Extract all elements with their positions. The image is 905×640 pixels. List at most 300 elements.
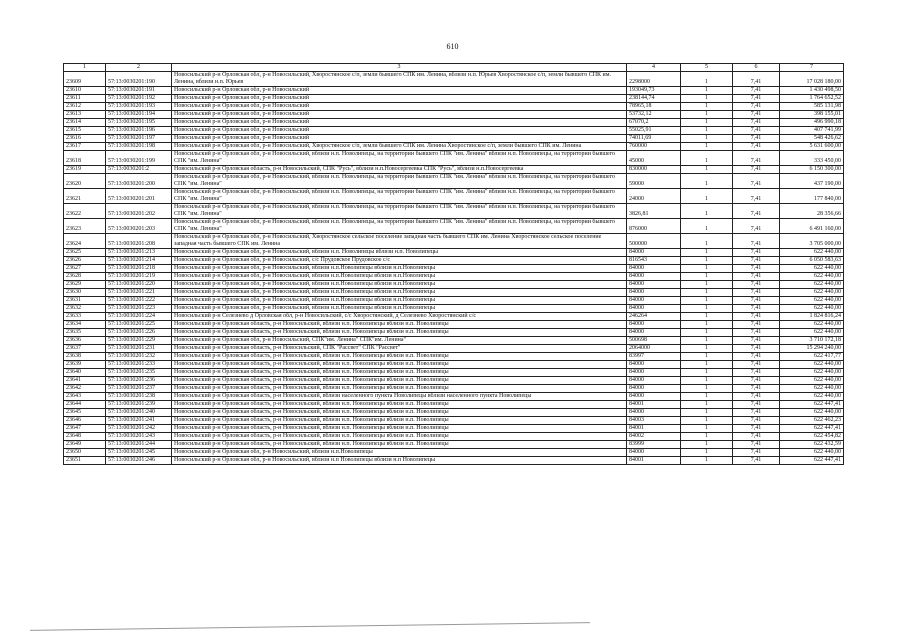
count-cell: 1 [681,234,733,249]
area-cell: 84000 [627,289,681,297]
area-cell: 84000 [627,409,681,417]
rate-cell: 7,41 [733,174,780,189]
rate-cell: 7,41 [733,393,780,401]
cadastral-number: 57:13:0030201:232 [106,353,172,361]
cadastral-number: 57:13:0030201:199 [106,151,172,166]
area-cell: 84000 [627,449,681,457]
cadastral-number: 57:13:0030201:231 [106,345,172,353]
table-row [64,95,844,103]
area-cell: 59000 [627,174,681,189]
row-number: 23622 [64,204,106,219]
area-cell: 53732,12 [627,111,681,119]
count-cell: 1 [681,409,733,417]
address-cell: Новосильский р-н Орловская обл, р-н Новосильский, вблизи н.п.Новолипецы вблизи н.п.Новолипецы [172,289,627,297]
count-cell: 1 [681,265,733,273]
cadastral-number: 57:13:0030201:192 [106,95,172,103]
rate-cell: 7,41 [733,257,780,265]
count-cell: 1 [681,393,733,401]
column-header: 5 [681,64,733,72]
rate-cell: 7,41 [733,289,780,297]
address-cell: Новосильский р-н Орловская область, р-н Новосильский, вблизи н.п. Новолипецы вблизи н.п. Новолипецы [172,353,627,361]
table-row [64,249,844,257]
address-cell: Новосильский р-н Орловская область, р-н Новосильский, вблизи н.п. Новолипецы вблизи н.п. Новолипецы [172,441,627,449]
value-cell: 622 447,41 [780,425,844,433]
count-cell: 1 [681,433,733,441]
count-cell: 1 [681,95,733,103]
column-header: 7 [780,64,844,72]
row-number: 23636 [64,337,106,345]
address-cell: Новосильский р-н Орловская область, р-н Новосильский, вблизи н.п. Новолипецы вблизи н.п. Новолипецы [172,425,627,433]
address-cell: Новосильский р-н Орловская обл, р-н Новосильский [172,127,627,135]
area-cell: 84000 [627,369,681,377]
count-cell: 1 [681,417,733,425]
value-cell: 622 440,00 [780,249,844,257]
table-row [64,409,844,417]
value-cell: 622 440,00 [780,265,844,273]
value-cell: 622 447,41 [780,401,844,409]
table-row [64,151,844,166]
area-cell: 24000 [627,189,681,204]
address-cell: Новосильский р-н Орловская обл, р-н Новосильский, Хворостянское сельское поселение западная часть бывшего СПК им. Ленина Хворостянское сельское поселение западная часть бывшего СПК им. Ленина [172,234,627,249]
area-cell: 84000 [627,305,681,313]
table-row [64,457,844,465]
row-number: 23641 [64,377,106,385]
cadastral-number: 57:13:0030201:219 [106,273,172,281]
count-cell: 1 [681,189,733,204]
area-cell: 55025,91 [627,127,681,135]
area-cell: 74011,69 [627,135,681,143]
cadastral-number: 57:13:0030201:194 [106,111,172,119]
count-cell: 1 [681,204,733,219]
column-header: 3 [172,64,627,72]
column-header: 1 [64,64,106,72]
address-cell: Новосильский р-н Орловская область, р-н Новосильский, вблизи н.п. Новолипецы вблизи н.п. Новолипецы [172,361,627,369]
value-cell: 622 447,41 [780,457,844,465]
address-cell: Новосильский р-н Орловская область, р-н Новосильский, СПК "Рассвет" СПК "Рассвет" [172,345,627,353]
row-number: 23625 [64,249,106,257]
count-cell: 1 [681,385,733,393]
count-cell: 1 [681,174,733,189]
table-row [64,377,844,385]
area-cell: 84002 [627,433,681,441]
count-cell: 1 [681,219,733,234]
count-cell: 1 [681,166,733,174]
rate-cell: 7,41 [733,189,780,204]
rate-cell: 7,41 [733,305,780,313]
row-number: 23646 [64,417,106,425]
cadastral-number: 57:13:0030201:225 [106,321,172,329]
cadastral-number: 57:13:0030201:238 [106,393,172,401]
value-cell: 622 440,00 [780,329,844,337]
column-header: 6 [733,64,780,72]
rate-cell: 7,41 [733,417,780,425]
value-cell: 622 440,00 [780,377,844,385]
row-number: 23630 [64,289,106,297]
table-row [64,257,844,265]
count-cell: 1 [681,249,733,257]
row-number: 23612 [64,103,106,111]
address-cell: Новосильский р-н Орловская область, р-н Новосильский, вблизи н.п. Новолипецы вблизи н.п. Новолипецы [172,409,627,417]
table-row [64,441,844,449]
row-number: 23614 [64,119,106,127]
address-cell: Новосильский р-н Орловская обл, р-н Новосильский, вблизи н.п.Новолипецы вблизи н.п.Новолипецы [172,297,627,305]
cadastral-table [63,63,844,465]
count-cell: 1 [681,151,733,166]
value-cell: 1 824 816,24 [780,313,844,321]
table-row [64,143,844,151]
table-row [64,393,844,401]
rate-cell: 7,41 [733,111,780,119]
rate-cell: 7,41 [733,449,780,457]
rate-cell: 7,41 [733,135,780,143]
count-cell: 1 [681,449,733,457]
value-cell: 585 131,98 [780,103,844,111]
count-cell: 1 [681,441,733,449]
count-cell: 1 [681,329,733,337]
address-cell: Новосильский р-н Орловская обл, р-н Новосильский, вблизи н.п. Новолипецы, на территории бывшего СПК "им. Ленина" вблизи н.п. Новолипецы, на территории бывшего СПК "им. Ленина" [172,174,627,189]
table-row [64,425,844,433]
table-row [64,111,844,119]
count-cell: 1 [681,143,733,151]
value-cell: 3 705 000,00 [780,234,844,249]
table-row [64,127,844,135]
cadastral-number: 57:13:0030201:239 [106,401,172,409]
table-row [64,297,844,305]
table-row [64,189,844,204]
cadastral-number: 57:13:0030201:200 [106,174,172,189]
area-cell: 84000 [627,377,681,385]
area-cell: 876000 [627,219,681,234]
table-row [64,361,844,369]
address-cell: Новосильский р-н Орловская обл, р-н Новосильский, вблизи н.п. Новолипецы, на территории бывшего СПК "им. Ленина" вблизи н.п. Новолипецы, на территории бывшего СПК "им. Ленина" [172,204,627,219]
page-number: 610 [446,42,459,51]
cadastral-number: 57:13:0030201:214 [106,257,172,265]
area-cell: 84000 [627,393,681,401]
rate-cell: 7,41 [733,297,780,305]
row-number: 23637 [64,345,106,353]
rate-cell: 7,41 [733,377,780,385]
cadastral-number: 57:13:0030201:243 [106,433,172,441]
area-cell: 84000 [627,329,681,337]
row-number: 23642 [64,385,106,393]
scan-artifact-line [30,622,590,631]
table-row [64,281,844,289]
row-number: 23618 [64,151,106,166]
cadastral-number: 57:13:0030201:220 [106,281,172,289]
rate-cell: 7,41 [733,401,780,409]
address-cell: Новосильский р-н Орловская область, р-н Новосильский, СПК "Русь", вблизи н.п.Новосергеевка СПК "Русь", вблизи н.п.Новосергеевка [172,166,627,174]
row-number: 23643 [64,393,106,401]
row-number: 23620 [64,174,106,189]
row-number: 23648 [64,433,106,441]
value-cell: 622 440,00 [780,369,844,377]
row-number: 23629 [64,281,106,289]
table-row [64,174,844,189]
area-cell: 760000 [627,143,681,151]
value-cell: 17 028 180,00 [780,72,844,87]
count-cell: 1 [681,135,733,143]
address-cell: Новосильский р-н Орловская обл, р-н Новосильский, вблизи н.п.Новолипецы вблизи н.п.Новолипецы [172,265,627,273]
area-cell: 830000 [627,166,681,174]
table-row [64,135,844,143]
table-row [64,321,844,329]
row-number: 23621 [64,189,106,204]
value-cell: 622 440,00 [780,361,844,369]
value-cell: 437 190,00 [780,174,844,189]
area-cell: 84000 [627,385,681,393]
table-row [64,219,844,234]
row-number: 23634 [64,321,106,329]
count-cell: 1 [681,103,733,111]
rate-cell: 7,41 [733,321,780,329]
column-header: 2 [106,64,172,72]
address-cell: Новосильский р-н Орловская область, р-н Новосильский, вблизи н.п. Новолипецы вблизи н.п. Новолипецы [172,385,627,393]
address-cell: Новосильский р-н Орловская обл, р-н Новосильский, Хворостянское с/п, земли бывшего СПК им. Ленина, вблизи н.п. Юрьев Хворостянское с/п, земли бывшего СПК им. Ленина, вблизи н.п. Юрьев [172,72,627,87]
row-number: 23632 [64,305,106,313]
row-number: 23645 [64,409,106,417]
cadastral-number: 57:13:0030201:201 [106,189,172,204]
rate-cell: 7,41 [733,313,780,321]
row-number: 23610 [64,87,106,95]
address-cell: Новосильский р-н Орловская область, р-н Новосильский, вблизи н.п. Новолипецы вблизи н.п. Новолипецы [172,329,627,337]
rate-cell: 7,41 [733,265,780,273]
cadastral-number: 57:13:0030201:236 [106,377,172,385]
rate-cell: 7,41 [733,369,780,377]
cadastral-number: 57:13:0030201:229 [106,337,172,345]
area-cell: 3826,81 [627,204,681,219]
cadastral-number: 57:13:0030201:226 [106,329,172,337]
cadastral-number: 57:13:0030201:222 [106,297,172,305]
cadastral-number: 57:13:0030201:196 [106,127,172,135]
cadastral-number: 57:13:0030201:237 [106,385,172,393]
table-row [64,385,844,393]
value-cell: 1 430 498,50 [780,87,844,95]
count-cell: 1 [681,305,733,313]
cadastral-number: 57:13:0030201:223 [106,305,172,313]
rate-cell: 7,41 [733,337,780,345]
value-cell: 3 710 172,18 [780,337,844,345]
row-number: 23647 [64,425,106,433]
table-row [64,433,844,441]
row-number: 23616 [64,135,106,143]
row-number: 23627 [64,265,106,273]
value-cell: 5 631 600,00 [780,143,844,151]
address-cell: Новосильский р-н Орловская обл, р-н Новосильский [172,87,627,95]
rate-cell: 7,41 [733,329,780,337]
row-number: 23638 [64,353,106,361]
address-cell: Новосильский р-н Орловская обл, р-н Новосильский, вблизи н.п.Новолипецы [172,449,627,457]
row-number: 23624 [64,234,106,249]
table-body [64,72,844,465]
rate-cell: 7,41 [733,143,780,151]
area-cell: 67070,2 [627,119,681,127]
column-header: 4 [627,64,681,72]
value-cell: 622 440,00 [780,449,844,457]
cadastral-number: 57:13:0030201:198 [106,143,172,151]
area-cell: 246264 [627,313,681,321]
address-cell: Новосильский р-н Орловская обл, р-н Новосильский, вблизи н.п. Новолипецы, на территории бывшего СПК "им. Ленина" вблизи н.п. Новолипецы, на территории бывшего СПК "им. Ленина" [172,151,627,166]
address-cell: Новосильский р-н Селезнево д Орловская обл, р-н Новосильский, с/с Хворостянский, д Селезнево Хворостянский с/с [172,313,627,321]
count-cell: 1 [681,281,733,289]
cadastral-number: 57:13:0030201:193 [106,103,172,111]
rate-cell: 7,41 [733,361,780,369]
value-cell: 622 440,00 [780,409,844,417]
table-row [64,329,844,337]
count-cell: 1 [681,111,733,119]
value-cell: 496 990,18 [780,119,844,127]
cadastral-number: 57:13:0030201:190 [106,72,172,87]
count-cell: 1 [681,425,733,433]
count-cell: 1 [681,337,733,345]
cadastral-number: 57:13:0030201:195 [106,119,172,127]
address-cell: Новосильский р-н Орловская обл, р-н Новосильский, Хворостянское с/п, земли бывшего СПК им. Ленина Хворостянское с/п, земли бывшего СПК им. Ленина [172,143,627,151]
address-cell: Новосильский р-н Орловская область, р-н Новосильский, вблизи населенного пункта Новолипецы вблизи населенного пункта Новолипецы [172,393,627,401]
address-cell: Новосильский р-н Орловская обл, р-н Новосильский [172,135,627,143]
rate-cell: 7,41 [733,95,780,103]
area-cell: 84000 [627,265,681,273]
value-cell: 622 454,82 [780,433,844,441]
area-cell: 84000 [627,361,681,369]
area-cell: 84000 [627,297,681,305]
table-row [64,273,844,281]
area-cell: 84000 [627,249,681,257]
value-cell: 622 440,00 [780,297,844,305]
value-cell: 622 440,00 [780,305,844,313]
table-row [64,103,844,111]
area-cell: 816543 [627,257,681,265]
value-cell: 622 432,59 [780,441,844,449]
table-row [64,337,844,345]
address-cell: Новосильский р-н Орловская обл, р-н Новосильский, вблизи н.п.Новолипецы вблизи н.п.Новолипецы [172,273,627,281]
address-cell: Новосильский р-н Орловская обл, р-н Новосильский, вблизи н.п. Новолипецы, на территории бывшего СПК "им. Ленина" вблизи н.п. Новолипецы, на территории бывшего СПК "им. Ленина" [172,219,627,234]
rate-cell: 7,41 [733,204,780,219]
table-row [64,119,844,127]
value-cell: 622 440,00 [780,281,844,289]
count-cell: 1 [681,401,733,409]
area-cell: 500000 [627,234,681,249]
table-row [64,166,844,174]
count-cell: 1 [681,289,733,297]
cadastral-number: 57:13:0030201:246 [106,457,172,465]
address-cell: Новосильский р-н Орловская обл, р-н Новосильский [172,111,627,119]
table-row [64,353,844,361]
table-row [64,401,844,409]
row-number: 23609 [64,72,106,87]
table-row [64,305,844,313]
address-cell: Новосильский р-н Орловская область, р-н Новосильский, вблизи н.п. Новолипецы вблизи н.п. Новолипецы [172,417,627,425]
area-cell: 45000 [627,151,681,166]
address-cell: Новосильский р-н Орловская область, р-н Новосильский, вблизи н.п. Новолипецы вблизи н.п. Новолипецы [172,433,627,441]
cadastral-number: 57:13:0030201:242 [106,425,172,433]
cadastral-number: 57:13:0030201:2 [106,166,172,174]
area-cell: 2298000 [627,72,681,87]
value-cell: 548 426,62 [780,135,844,143]
area-cell: 84000 [627,321,681,329]
rate-cell: 7,41 [733,87,780,95]
rate-cell: 7,41 [733,281,780,289]
cadastral-number: 57:13:0030201:233 [106,361,172,369]
count-cell: 1 [681,457,733,465]
rate-cell: 7,41 [733,166,780,174]
row-number: 23649 [64,441,106,449]
address-cell: Новосильский р-н Орловская обл, р-н Новосильский, вблизи н.п Новолипецы вблизи н.п Новолипецы [172,457,627,465]
area-cell: 84003 [627,417,681,425]
cadastral-number: 57:13:0030201:191 [106,87,172,95]
rate-cell: 7,41 [733,127,780,135]
rate-cell: 7,41 [733,103,780,111]
table-row [64,72,844,87]
area-cell: 83997 [627,353,681,361]
value-cell: 15 294 240,00 [780,345,844,353]
row-number: 23631 [64,297,106,305]
row-number: 23644 [64,401,106,409]
value-cell: 6 150 300,00 [780,166,844,174]
cadastral-number: 57:13:0030201:245 [106,449,172,457]
cadastral-number: 57:13:0030201:240 [106,409,172,417]
value-cell: 622 440,00 [780,273,844,281]
count-cell: 1 [681,127,733,135]
value-cell: 6 491 160,00 [780,219,844,234]
count-cell: 1 [681,369,733,377]
value-cell: 622 440,00 [780,321,844,329]
cadastral-number: 57:13:0030201:244 [106,441,172,449]
area-cell: 193049,73 [627,87,681,95]
cadastral-number: 57:13:0030201:235 [106,369,172,377]
area-cell: 84000 [627,273,681,281]
value-cell: 398 155,01 [780,111,844,119]
value-cell: 1 764 652,52 [780,95,844,103]
row-number: 23633 [64,313,106,321]
table-row [64,204,844,219]
value-cell: 622 440,00 [780,385,844,393]
table-row [64,289,844,297]
count-cell: 1 [681,345,733,353]
row-number: 23611 [64,95,106,103]
area-cell: 2064000 [627,345,681,353]
address-cell: Новосильский р-н Орловская обл, р-н Новосильский, с/с Прудовское Прудовское с/с [172,257,627,265]
table-row [64,234,844,249]
row-number: 23613 [64,111,106,119]
count-cell: 1 [681,313,733,321]
count-cell: 1 [681,297,733,305]
header-row [64,64,844,72]
count-cell: 1 [681,87,733,95]
rate-cell: 7,41 [733,441,780,449]
area-cell: 78965,18 [627,103,681,111]
rate-cell: 7,41 [733,345,780,353]
rate-cell: 7,41 [733,151,780,166]
row-number: 23635 [64,329,106,337]
address-cell: Новосильский р-н Орловская область, р-н Новосильский, вблизи н.п. Новолипецы вблизи н.п. Новолипецы [172,377,627,385]
value-cell: 622 417,77 [780,353,844,361]
rate-cell: 7,41 [733,249,780,257]
rate-cell: 7,41 [733,425,780,433]
address-cell: Новосильский р-н Орловская область, р-н Новосильский, вблизи н.п. Новолипецы вблизи н.п. Новолипецы [172,321,627,329]
value-cell: 622 440,00 [780,393,844,401]
row-number: 23619 [64,166,106,174]
row-number: 23651 [64,457,106,465]
row-number: 23650 [64,449,106,457]
cadastral-number: 57:13:0030201:218 [106,265,172,273]
rate-cell: 7,41 [733,433,780,441]
value-cell: 6 050 583,63 [780,257,844,265]
table-row [64,313,844,321]
address-cell: Новосильский р-н Орловская обл, р-н Новосильский, вблизи н.п. Новолипецы вблизи н.п. Новолипецы [172,249,627,257]
rate-cell: 7,41 [733,72,780,87]
count-cell: 1 [681,72,733,87]
cadastral-number: 57:13:0030201:197 [106,135,172,143]
table-row [64,87,844,95]
